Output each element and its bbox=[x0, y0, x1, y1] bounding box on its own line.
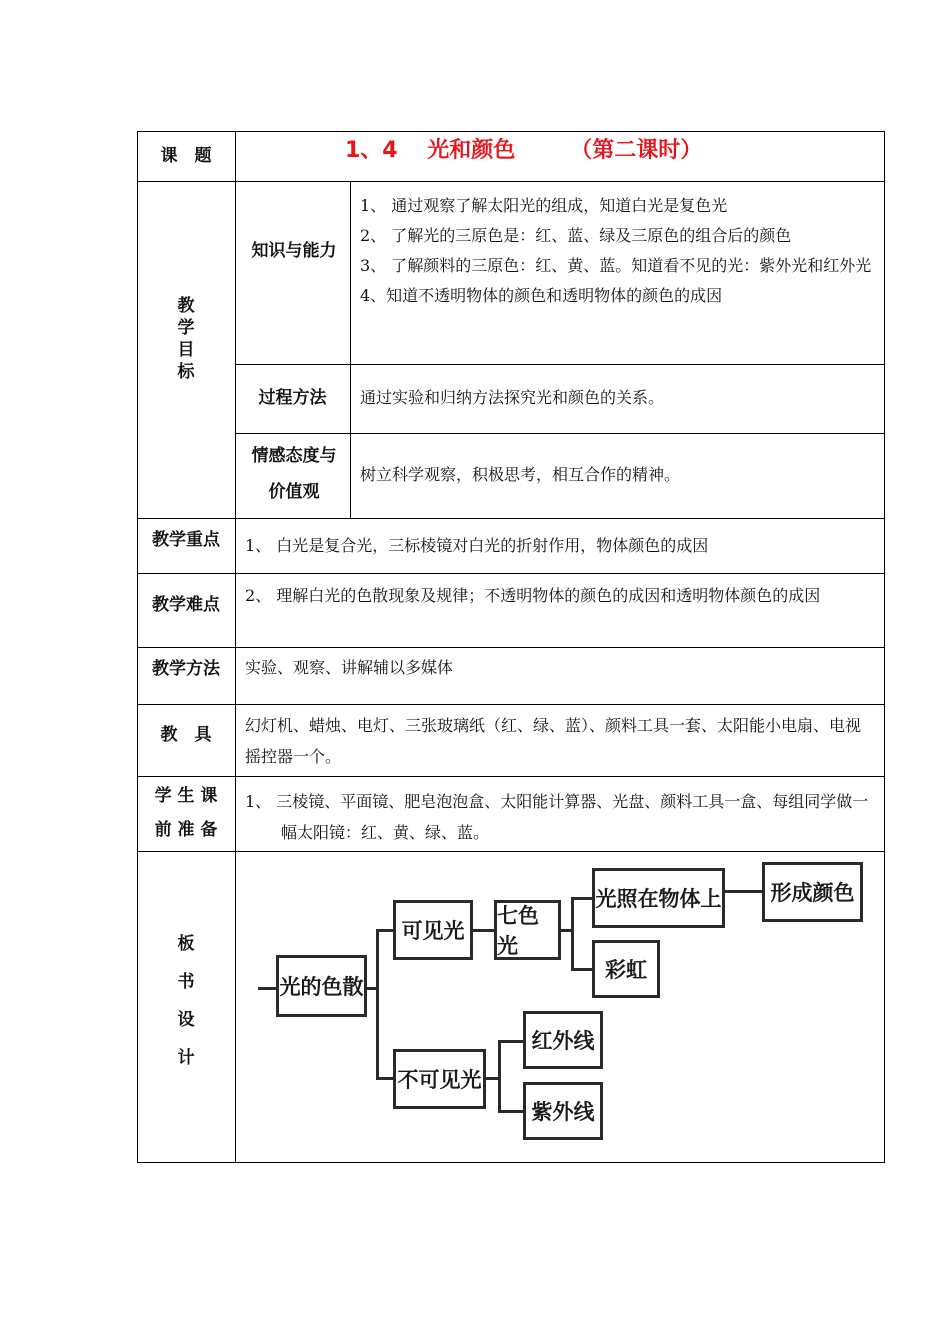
node-seven-colors: 七色光 bbox=[494, 900, 561, 960]
knowledge-item: 3、 了解颜料的三原色：红、黄、蓝。知道看不见的光：紫外光和红外光 bbox=[360, 256, 872, 275]
prep-text: 1、 三棱镜、平面镜、肥皂泡泡盒、太阳能计算器、光盘、颜料工具一盒、每组同学做一幅太阳镜：红、黄、绿、蓝。 bbox=[245, 792, 869, 842]
connector bbox=[571, 968, 593, 971]
difficulty-text: 2、 理解白光的色散现象及规律；不透明物体的颜色的成因和透明物体颜色的成因 bbox=[245, 586, 821, 605]
node-infrared: 红外线 bbox=[523, 1011, 603, 1069]
objectives-label-char: 教 bbox=[177, 296, 195, 316]
connector bbox=[472, 929, 494, 932]
connector bbox=[723, 890, 763, 893]
objectives-label-char: 目 bbox=[177, 340, 195, 360]
tools-text: 幻灯机、蜡烛、电灯、三张玻璃纸（红、绿、蓝）、颜料工具一套、太阳能小电扇、电视摇控器一个。 bbox=[245, 716, 862, 766]
objectives-label-char: 标 bbox=[177, 362, 195, 382]
node-dispersion: 光的色散 bbox=[276, 955, 367, 1017]
node-light-on-object: 光照在物体上 bbox=[592, 868, 725, 928]
prep-label bbox=[137, 776, 235, 847]
topic-label: 课 题 bbox=[160, 145, 212, 166]
node-visible-light: 可见光 bbox=[393, 900, 473, 960]
process-label: 过程方法 bbox=[258, 388, 327, 409]
subcolumn-divider bbox=[350, 181, 351, 518]
lesson-title: 1、4 光和颜色 （第二课时） bbox=[345, 137, 703, 163]
connector bbox=[498, 1110, 524, 1113]
node-form-color: 形成颜色 bbox=[762, 862, 863, 922]
row-divider bbox=[137, 181, 885, 182]
objectives-label-char: 学 bbox=[177, 318, 195, 338]
connector bbox=[258, 987, 278, 990]
board-label bbox=[137, 925, 235, 1077]
row-divider bbox=[137, 704, 885, 705]
connector bbox=[376, 929, 379, 1079]
knowledge-label: 知识与能力 bbox=[251, 241, 337, 261]
key-point-label: 教学重点 bbox=[152, 530, 220, 551]
key-point-text: 1、 白光是复合光，三标棱镜对白光的折射作用，物体颜色的成因 bbox=[245, 536, 709, 555]
connector bbox=[376, 929, 394, 932]
method-label: 教学方法 bbox=[152, 659, 220, 680]
node-rainbow: 彩虹 bbox=[592, 940, 660, 998]
knowledge-item: 2、 了解光的三原色是：红、蓝、绿及三原色的组合后的颜色 bbox=[360, 226, 792, 245]
attitude-label: 情感态度与价值观 bbox=[251, 446, 337, 502]
node-ultraviolet: 紫外线 bbox=[523, 1082, 603, 1140]
knowledge-item: 4、知道不透明物体的颜色和透明物体的颜色的成因 bbox=[360, 286, 723, 305]
connector bbox=[498, 1040, 524, 1043]
row-divider bbox=[137, 851, 885, 852]
knowledge-list bbox=[360, 191, 875, 311]
row-divider bbox=[137, 776, 885, 777]
connector bbox=[571, 897, 593, 900]
board-label-char: 板 bbox=[177, 934, 195, 954]
process-text: 通过实验和归纳方法探究光和颜色的关系。 bbox=[360, 388, 665, 408]
connector bbox=[376, 1077, 394, 1080]
row-divider bbox=[137, 647, 885, 648]
node-invisible-light: 不可见光 bbox=[393, 1049, 486, 1109]
objectives-label bbox=[137, 295, 235, 383]
tools-label: 教 具 bbox=[160, 724, 212, 745]
row-divider bbox=[137, 518, 885, 519]
row-divider bbox=[137, 573, 885, 574]
method-text: 实验、观察、讲解辅以多媒体 bbox=[245, 658, 454, 677]
board-label-char: 书 bbox=[177, 972, 195, 992]
prep-label-line: 前 准 备 bbox=[154, 820, 218, 840]
board-label-char: 计 bbox=[177, 1048, 195, 1068]
board-label-char: 设 bbox=[177, 1010, 195, 1030]
attitude-text: 树立科学观察，积极思考，相互合作的精神。 bbox=[360, 465, 681, 485]
connector bbox=[498, 1040, 501, 1113]
prep-label-line: 学 生 课 bbox=[154, 786, 218, 806]
knowledge-item: 1、 通过观察了解太阳光的组成，知道白光是复色光 bbox=[360, 196, 728, 215]
connector bbox=[571, 897, 574, 970]
difficulty-label: 教学难点 bbox=[152, 594, 220, 615]
